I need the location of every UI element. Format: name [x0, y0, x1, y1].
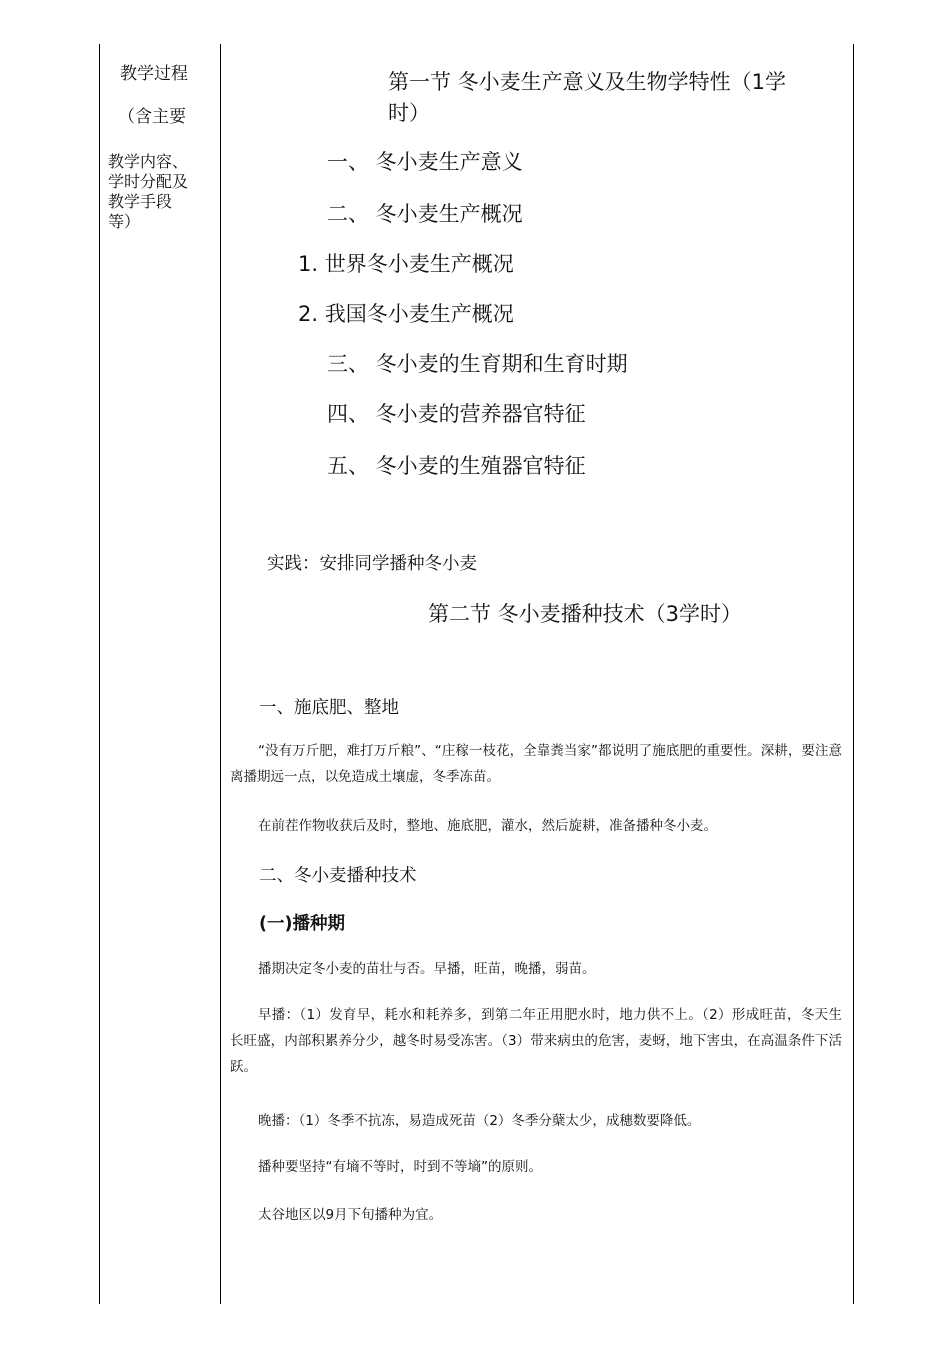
heading-sowing-tech: 二、冬小麦播种技术: [259, 866, 417, 886]
table-border-middle: [220, 44, 221, 1304]
outline-subitem-2: 2. 我国冬小麦生产概况: [298, 302, 514, 326]
outline-item-2: 二、 冬小麦生产概况: [327, 202, 523, 226]
paragraph-fertilizer: “没有万斤肥，难打万斤粮”、“庄稼一枝花，全靠粪当家”都说明了施底肥的重要性。深耕，要注意离播期远一点，以免造成土壤虚，冬季冻苗。: [230, 743, 842, 785]
outline-subitem-1: 1. 世界冬小麦生产概况: [298, 252, 514, 276]
row-label-cell: [108, 64, 216, 232]
row-label-line2: （含主要: [118, 107, 186, 127]
row-label-line1: 教学过程: [120, 64, 188, 84]
paragraph-late-sowing: 晚播：（1）冬季不抗冻，易造成死苗（2）冬季分蘖太少，成穗数要降低。: [258, 1113, 701, 1129]
table-border-right: [853, 44, 854, 1304]
heading-fertilizer: 一、施底肥、整地: [259, 698, 399, 718]
paragraph-taigu: 太谷地区以9月下旬播种为宜。: [258, 1207, 443, 1223]
outline-item-5: 五、 冬小麦的生殖器官特征: [327, 454, 586, 478]
paragraph-early-sowing: 早播：（1）发育早，耗水和耗养多，到第二年正用肥水时，地力供不上。（2）形成旺苗，冬天生长旺盛，内部积累养分少，越冬时易受冻害。（3）带来病虫的危害，麦蚜，地下害虫，在高温条件下活跃。: [230, 1007, 842, 1075]
outline-item-1: 一、 冬小麦生产意义: [327, 150, 523, 174]
section2-title: 第二节 冬小麦播种技术（3学时）: [428, 602, 743, 626]
table-border-left: [99, 44, 100, 1304]
practice-note: 实践：安排同学播种冬小麦: [267, 554, 477, 574]
outline-item-4: 四、 冬小麦的营养器官特征: [327, 402, 586, 426]
section1-title-line1: 第一节 冬小麦生产意义及生物学特性（1学: [388, 70, 787, 94]
paragraph-soil-prep: 在前茬作物收获后及时，整地、施底肥，灌水，然后旋耕，准备播种冬小麦。: [258, 818, 717, 834]
row-label-line3: 教学内容、 学时分配及 教学手段 等）: [108, 152, 189, 231]
section1-title-line2: 时）: [388, 101, 430, 125]
subheading-sowing-period: (一)播种期: [259, 914, 345, 934]
paragraph-sowing-date: 播期决定冬小麦的苗壮与否。早播，旺苗，晚播，弱苗。: [258, 961, 596, 977]
outline-item-3: 三、 冬小麦的生育期和生育时期: [327, 352, 628, 376]
paragraph-principle: 播种要坚持“有墒不等时，时到不等墒”的原则。: [258, 1159, 542, 1175]
